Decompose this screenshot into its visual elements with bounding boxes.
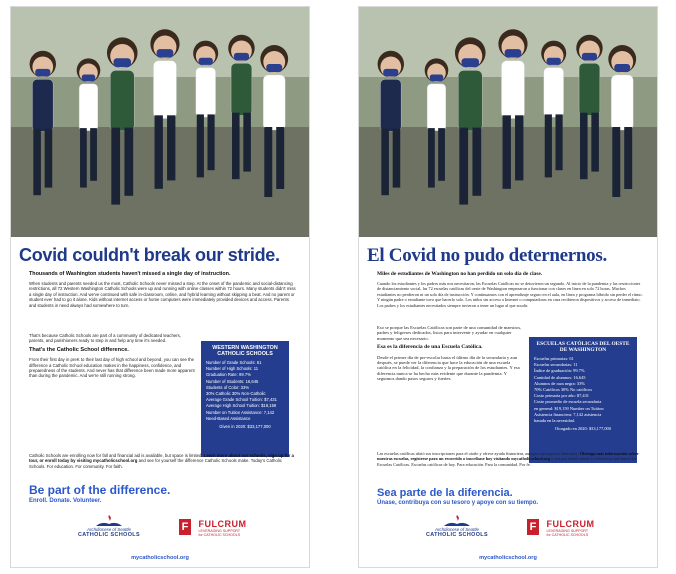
body-column [29, 333, 197, 383]
stats-row: Number of Students: 16,645 [206, 378, 259, 384]
fulcrum-name: FULCRUM [198, 519, 247, 529]
stats-row: Costo primaria por año: $7,431 [534, 393, 589, 399]
ad-spanish [358, 6, 658, 568]
closing-bold: Obtenga más información sobre nuestras escuelas, regístrese para un recorrido o inscríbase hoy visitando mycatholicschool.org [377, 451, 639, 462]
fulcrum-tag2: for CATHOLIC SCHOOLS [546, 533, 589, 537]
stats-row: Average Grade School Tuition: $7,431 [206, 397, 277, 403]
stats-rows [534, 356, 632, 424]
website-link[interactable]: mycatholicschool.org [479, 555, 537, 561]
closing-text: Las escuelas católicas abrió sus inscripciones para el otoño y ofrece ayuda financiera, aunque con espacios limitados. [377, 451, 579, 456]
archdiocese-logo [411, 515, 503, 538]
stats-row: Graduation Rate: 99.7% [206, 372, 251, 378]
stats-row: en general: $19,159 Number on Tuition [534, 405, 604, 411]
closing-paragraph [29, 453, 297, 469]
community-paragraph: Eso se porque las Escuelas Católicas son parte de una comunidad de maestros, padres y feligreses dedicados, listos para intervenir y ayudar en cualquier momento que sea necesario. [377, 325, 522, 341]
stats-footer: Otorgado en 2020: $33,177,000 [555, 426, 611, 432]
stats-row: 70% Católicos 30% No católicos [534, 387, 593, 393]
archdiocese-logo [63, 515, 155, 538]
stats-row: Costo promedio de escuela secundaria [534, 399, 602, 405]
archdiocese-line2: CATHOLIC SCHOOLS [425, 532, 488, 538]
subhead: Miles de estudiantes de Washington no han perdido un solo día de clase. [377, 271, 543, 277]
archdiocese-line1: Archdiocese of Seattle [87, 527, 131, 532]
cta-subtext: Únase, contribuya con su tesoro y apoye con su tiempo. [377, 500, 539, 506]
headline: Covid couldn't break our stride. [19, 245, 280, 265]
intro-paragraph: When students and parents needed us the most, Catholic Schools never missed a step. At the onset of the pandemic and social-distancing restrictions, all 72 Western Washington Catholic Schools were up and running with online classes within 72 hours. Many students didn't miss a single day of instruction. And we've continued with safe in-classroom, online, and hybrid learning without skipping a beat. And no parent or student ever had to go it alone. Kids without internet access or home computers were immediately provided devices and access. Parents and students in need always had somewhere to turn. [29, 281, 296, 308]
stats-row: Number of Grade Schools: 61 [206, 360, 262, 365]
difference-heading: Esa es la diferencia de una Escuela Católica. [377, 344, 483, 351]
stats-title: ESCUELAS CATÓLICAS DEL OESTE DE WASHINGTON [536, 341, 630, 353]
stats-row: Índice de graduación: 99.7% [534, 368, 585, 374]
archdiocese-line2: CATHOLIC SCHOOLS [77, 532, 140, 538]
stats-rows [206, 360, 284, 422]
stats-row: Number of High Schools: 11 [206, 366, 259, 372]
stats-row: Alumnos de raza negra: 33% [534, 380, 585, 386]
fulcrum-name: FULCRUM [546, 519, 595, 529]
stats-box [529, 337, 637, 463]
difference-heading: That's the Catholic School difference. [29, 346, 129, 353]
headline: El Covid no pudo deternernos. [367, 245, 607, 266]
fulcrum-tag2: for CATHOLIC SCHOOLS [198, 533, 241, 537]
subhead: Thousands of Washington students haven't missed a single day of instruction. [29, 271, 231, 277]
closing-text: Catholic Schools are enrolling now for fall and financial aid is available, but space is limited. [29, 453, 203, 458]
difference-paragraph: From their first day in preK to their last day of high school and beyond, you can see the difference a Catholic School education makes in the happiness, confidence, and preparedness of the students. And never has that difference been made more apparent than during the pandemic. And we're still running strong. [29, 357, 195, 379]
closing-end: y vea por usted mismo la diferencia que hacen las Escuelas Católicas. Escuelas católicas de hoy. Para educación. Para la comunidad. Por fe. [377, 456, 637, 467]
stats-row: 30% Catholic 30% Non-Catholic [206, 391, 266, 397]
cta-heading: Sea parte de la diferencia. [377, 487, 513, 499]
stats-title: WESTERN WASHINGTON CATHOLIC SCHOOLS [212, 345, 278, 357]
community-paragraph: That's because Catholic Schools are part of a community of dedicated teachers, parents, and parishioners ready to step in and help any time it's needed. [29, 333, 182, 344]
website-link[interactable]: mycatholicschool.org [131, 555, 189, 561]
stats-row: Asistencia financiera: 7,142 asistencia [534, 411, 602, 417]
cta-subtext: Enroll. Donate. Volunteer. [29, 498, 102, 504]
fulcrum-tag1: LEVERAGING SUPPORT [198, 529, 241, 533]
body-column [377, 325, 525, 386]
fulcrum-tag1: LEVERAGING SUPPORT [546, 529, 589, 533]
closing-bold: Learn more about our schools, sign up for a tour, or enroll today by visiting mycatholicschool.org [29, 453, 294, 464]
stats-row: basada en la necesidad. [534, 418, 575, 424]
closing-end: and see for yourself the difference Catholic Schools make. Today's Catholic Schools. For education. For community. For faith. [29, 458, 282, 469]
ad-english [10, 6, 310, 568]
stats-box [201, 341, 289, 457]
book-flame-icon [442, 515, 472, 527]
children-running-photo [359, 7, 657, 237]
intro-paragraph: Cuando los estudiantes y los padres más nos necesitaron, las Escuelas Católicas no se detuvieron un segundo. Al inicio de la pandemia y las restricciones de distanciamiento social, las 72 escuelas católicas del oeste de Washington empezaron a funcionar con clases en línea en solo 72 horas. Muchos estudiantes no perdieron ni un solo día de instrucción. Y continuamos con el aprendizaje seguro en el aula, en línea y programa híbrido sin perder el ritmo. Y ningún padre o estudiante tuvo que hacerlo solo. Los niños sin acceso a Internet o computadoras en casa recibieron dispositivos y acceso de inmediato. Los padres y los estudiantes necesitados siempre tuvieron a tener un lugar al que acudir. [377, 281, 643, 308]
stats-row: Need-Based Assistance [206, 415, 251, 421]
fulcrum-logo [527, 519, 594, 537]
closing-paragraph [377, 451, 645, 467]
fulcrum-mark-icon: F [179, 519, 191, 535]
stats-row: Students of Color: 33% [206, 384, 250, 390]
archdiocese-line1: Archdiocese of Seattle [435, 527, 479, 532]
stats-row: Number on Tuition Assistance: 7,142 [206, 409, 275, 415]
cta-heading: Be part of the difference. [29, 483, 171, 497]
stats-footer: Given in 2020: $33,177,000 [219, 424, 271, 430]
book-flame-icon [94, 515, 124, 527]
stats-row: Cantidad de alumnos: 16,645 [534, 374, 586, 380]
difference-paragraph: Desde el primer día de pre-escolar hasta el último día de la secundaria y aun después, se puede ver la diferencia que hace la educación de una escuela católica en la felicidad, la confianza y la preparación de los estudiantes. Y esa diferencia nunca se ha hecho más evidente que durante la pandemia. Y seguimos dando pasos seguros y fuertes. [377, 354, 520, 382]
stats-row: Escuelas primarias: 61 [534, 356, 574, 361]
children-running-photo [11, 7, 309, 237]
stats-row: Average High School Tuition: $19,159 [206, 403, 277, 409]
stats-row: Escuelas secundarias: 11 [534, 362, 578, 368]
fulcrum-mark-icon: F [527, 519, 539, 535]
fulcrum-logo [179, 519, 246, 537]
